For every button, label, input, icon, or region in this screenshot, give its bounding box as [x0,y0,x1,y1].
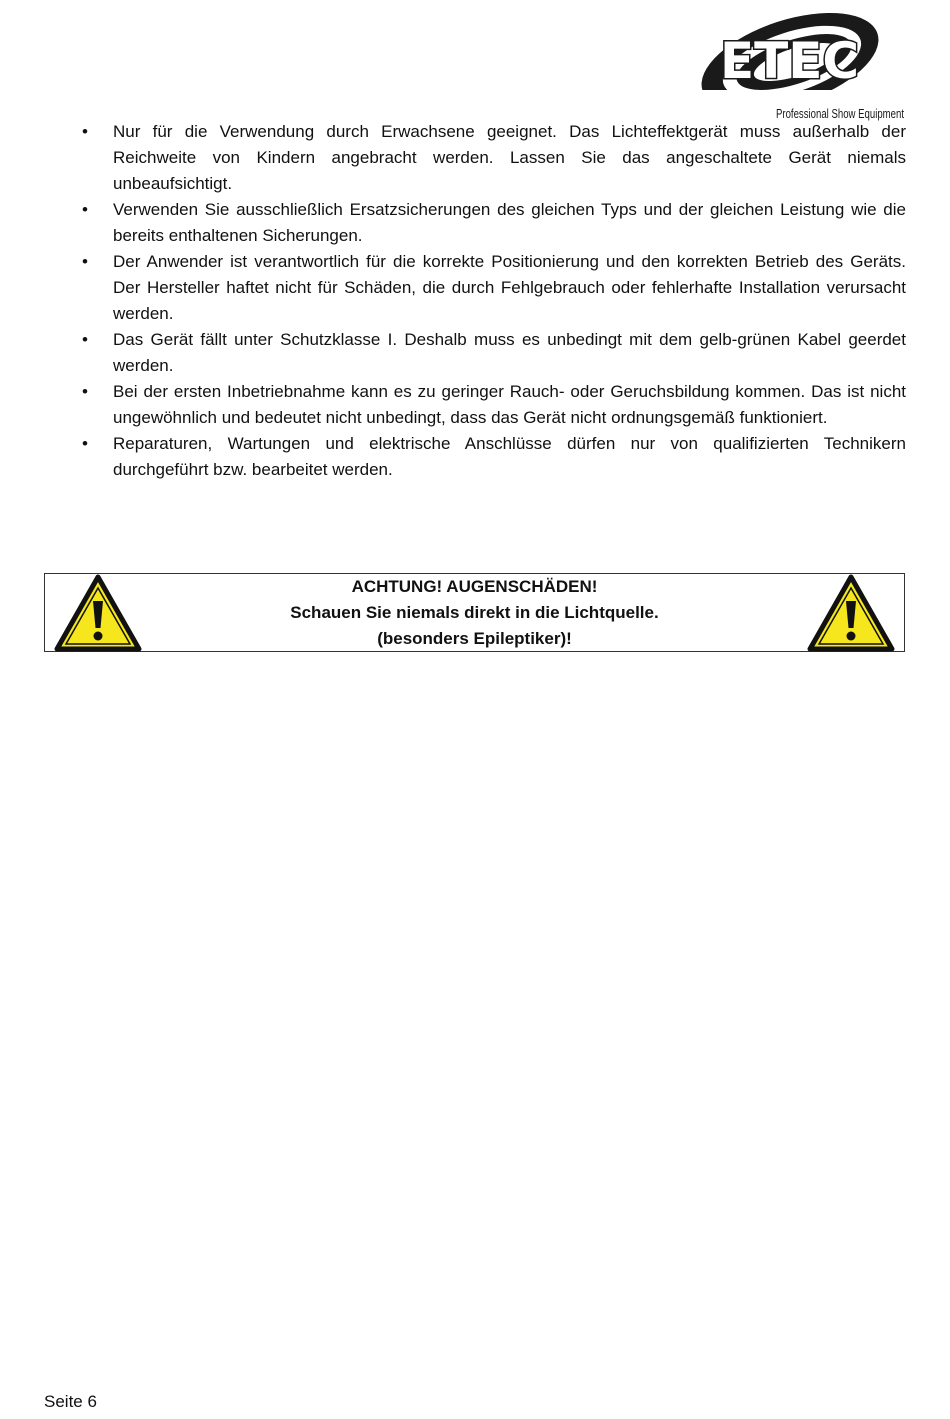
bullet-marker: • [82,252,88,271]
list-item-text: Der Anwender ist verantwortlich für die korrekte Positionierung und den korrekten Betrieb des Geräts. Der Hersteller haftet nicht für Schäden, die durch Fehlgebrauch oder fehlerhafte Installation verursacht werden. [113,252,906,323]
list-item [76,379,906,431]
list-item [76,431,906,483]
bullet-marker: • [82,200,88,219]
list-item-text: Bei der ersten Inbetriebnahme kann es zu geringer Rauch- oder Geruchsbildung kommen. Das ist nicht ungewöhnlich und bedeutet nicht unbedingt, dass das Gerät nicht ordnungsgemäß funktioniert. [113,382,906,427]
etec-logo-graphic [690,0,910,122]
bullet-marker: • [82,330,88,349]
list-item-text: Reparaturen, Wartungen und elektrische Anschlüsse dürfen nur von qualifizierten Technikern durchgeführt bzw. bearbeitet werden. [113,434,906,479]
list-item-text: Das Gerät fällt unter Schutzklasse I. Deshalb muss es unbedingt mit dem gelb-grünen Kabel geerdet werden. [113,330,906,375]
etec-logo [690,0,910,122]
eye-damage-warning-box [44,573,905,652]
bullet-marker: • [82,122,88,141]
list-item [76,119,906,197]
list-item [76,249,906,327]
list-item-text: Verwenden Sie ausschließlich Ersatzsicherungen des gleichen Typs und der gleichen Leistung wie die bereits enthaltenen Sicherungen. [113,200,906,245]
warning-line: Schauen Sie niemals direkt in die Lichtquelle. [290,603,659,622]
logo-tagline: Professional Show Equipment [776,107,905,121]
page-number: Seite 6 [44,1392,97,1411]
warning-triangle-icon [54,574,142,657]
warning-text [155,574,794,652]
list-item-text: Nur für die Verwendung durch Erwachsene geeignet. Das Lichteffektgerät muss außerhalb der Reichweite von Kindern angebracht werden. Lassen Sie das angeschaltete Gerät niemals unbeaufsichtigt. [113,122,906,193]
warning-line: (besonders Epileptiker)! [377,629,572,648]
bullet-marker: • [82,382,88,401]
warning-triangle-icon [807,574,895,657]
bullet-marker: • [82,434,88,453]
warning-heading: ACHTUNG! AUGENSCHÄDEN! [351,577,598,596]
logo-wordmark: ETEC [720,32,860,90]
safety-instructions-list [76,119,906,483]
list-item [76,197,906,249]
list-item [76,327,906,379]
